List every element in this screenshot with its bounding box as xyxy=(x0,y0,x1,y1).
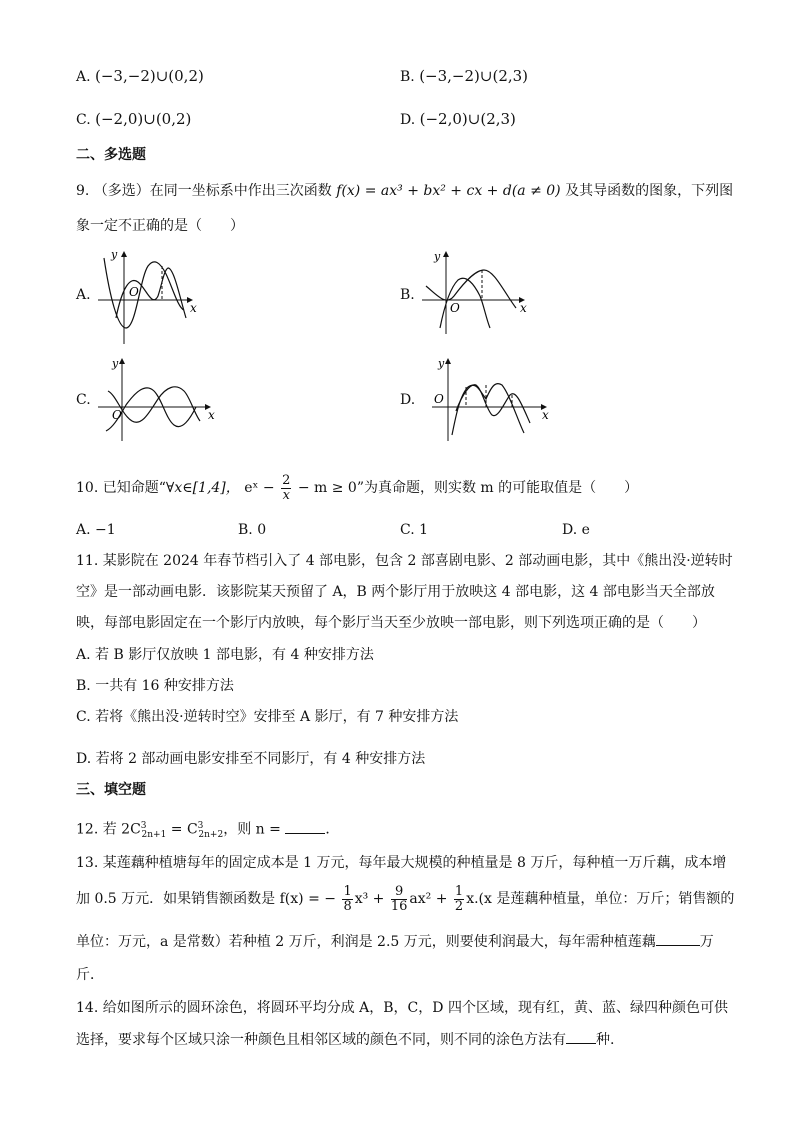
q10-stem: 10. 已知命题“∀x∈[1,4]， eˣ − $\frac{2}{x}$ − m ≥ 0”为真命题，则实数 m 的可能取值是（ ） xyxy=(76,472,639,503)
q14-answer-blank[interactable] xyxy=(566,1029,596,1044)
q13-stem-line2: 加 0.5 万元．如果销售额函数是 f(x) = − $\frac{1}{8}$ x³ + $\frac{9}{16}$ ax² + $\frac{1}{2}$ x.(x 是莲藕种植量，单位：万斤；销售额的 xyxy=(76,883,735,914)
q11-stem-line2: 空》是一部动画电影．该影院某天预留了 A，B 两个影厅用于放映这 4 部电影，这 4 部电影当天全部放 xyxy=(76,584,715,600)
q12-answer-blank[interactable] xyxy=(285,819,325,834)
q9-graph-b-label: B. xyxy=(400,287,415,303)
q9-graph-c xyxy=(96,355,220,445)
q10-fraction: $\frac{2}{x}$ xyxy=(282,472,291,503)
q9d-y-label: y xyxy=(438,357,445,370)
q9c-x-label: x xyxy=(208,408,215,422)
q12-stem: 12. 若 $2C^3_{2n+1} = C^3_{2n+2}$，则 n = ． xyxy=(76,816,339,845)
q8-option-d: D. (−2,0)∪(2,3) xyxy=(400,110,516,128)
q9a-y-label: y xyxy=(111,248,118,261)
q9-graph-a xyxy=(96,248,206,348)
q9-stem-line1: 9. （多选）在同一坐标系中作出三次函数 f(x) = ax³ + bx² + cx + d(a ≠ 0) 及其导函数的图象，下列图 xyxy=(76,183,734,199)
q9-stem-line2: 象一定不正确的是（ ） xyxy=(76,218,244,234)
q8-option-a: A. (−3,−2)∪(0,2) xyxy=(76,67,204,85)
q9-graph-d xyxy=(430,355,554,445)
q14-stem-line2: 选择，要求每个区域只涂一种颜色且相邻区域的颜色不同，则不同的涂色方法有 种. xyxy=(76,1029,614,1050)
q13-stem-line1: 13. 某莲藕种植塘每年的固定成本是 1 万元，每年最大规模的种植量是 8 万斤，每种植一万斤藕，成本增 xyxy=(76,855,727,871)
q10-option-b: B. 0 xyxy=(238,522,267,538)
q10-option-c: C. 1 xyxy=(400,522,429,538)
q14-stem-line1: 14. 给如图所示的圆环涂色，将圆环平均分成 A，B，C，D 四个区域，现有红，黄、蓝、绿四种颜色可供 xyxy=(76,1000,728,1016)
q9b-y-label: y xyxy=(434,250,441,263)
q9b-origin: O xyxy=(450,301,460,315)
q8-option-b: B. (−3,−2)∪(2,3) xyxy=(400,67,529,85)
q11-option-a: A. 若 B 影厅仅放映 1 部电影，有 4 种安排方法 xyxy=(76,647,374,663)
q9-graph-d-label: D. xyxy=(400,392,416,408)
q9a-origin: O xyxy=(129,285,139,299)
q11-stem-line3: 映，每部电影固定在一个影厅内放映，每个影厅当天至少放映一部电影，则下列选项正确的是（ ） xyxy=(76,615,706,631)
q13-answer-blank[interactable] xyxy=(656,931,700,946)
q9-graph-c-label: C. xyxy=(76,392,91,408)
q11-option-b: B. 一共有 16 种安排方法 xyxy=(76,678,234,694)
q9-graph-b xyxy=(420,248,534,338)
section-heading-fill-in: 三、填空题 xyxy=(76,782,146,798)
q13-stem-line3: 单位：万元，a 是常数）若种植 2 万斤，利润是 2.5 万元，则要使利润最大，每年需种植莲藕 万 xyxy=(76,931,714,952)
q9a-x-label: x xyxy=(190,301,197,315)
section-heading-multi-choice: 二、多选题 xyxy=(76,147,146,163)
q9c-origin: O xyxy=(112,408,122,422)
q11-stem-line1: 11. 某影院在 2024 年春节档引入了 4 部电影，包含 2 部喜剧电影、2 部动画电影，其中《熊出没·逆转时 xyxy=(76,553,733,569)
q13-stem-line4: 斤． xyxy=(76,967,104,983)
q10-option-d: D. e xyxy=(562,522,590,538)
q9b-x-label: x xyxy=(520,301,527,315)
q9d-origin: O xyxy=(434,392,444,406)
q11-option-c: C. 若将《熊出没·逆转时空》安排至 A 影厅，有 7 种安排方法 xyxy=(76,709,459,725)
q8-option-c: C. (−2,0)∪(0,2) xyxy=(76,110,192,128)
q10-option-a: A. −1 xyxy=(76,522,116,538)
q11-option-d: D. 若将 2 部动画电影安排至不同影厅，有 4 种安排方法 xyxy=(76,751,426,767)
q9-graph-a-label: A. xyxy=(76,287,91,303)
q9c-y-label: y xyxy=(112,357,119,370)
q9d-x-label: x xyxy=(542,408,549,422)
